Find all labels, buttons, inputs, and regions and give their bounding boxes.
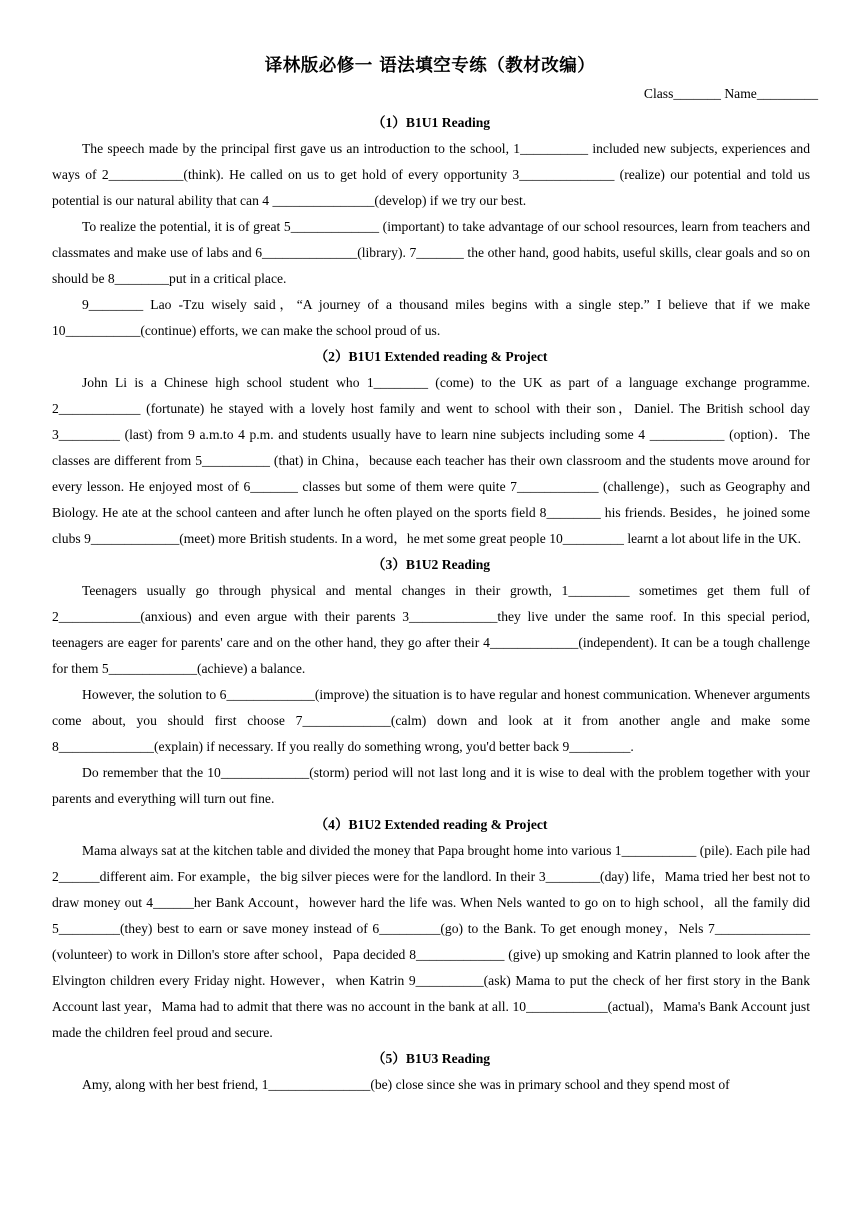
worksheet-content [52, 110, 810, 1098]
section-3-paragraph-2: However, the solution to 6_____________(improve) the situation is to have regular and honest communication. Whenever arguments come about, you should first choose 7_____________(calm) down and look at it from another angle and make some 8______________(explain) if necessary. If you really do something wrong, you'd better back 9_________. [52, 687, 810, 754]
section-heading-3: （3）B1U2 Reading [371, 557, 491, 572]
section-1-paragraph-1: The speech made by the principal first gave us an introduction to the school, 1__________ included new subjects, experiences and ways of 2___________(think). He called on us to get hold of every opportunity 3______________ (realize) our potential and told us potential is our natural ability that can 4 _______________(develop) if we try our best. [52, 141, 810, 208]
section-heading-2: （2）B1U1 Extended reading & Project [314, 349, 548, 364]
page-title: 译林版必修一 语法填空专练（教材改编） [264, 56, 596, 76]
section-heading-4: （4）B1U2 Extended reading & Project [314, 817, 548, 832]
section-1-paragraph-2: To realize the potential, it is of great 5_____________ (important) to take advantage of our school resources, learn from teachers and classmates and make use of labs and 6______________(library). 7_______ the other hand, good habits, useful skills, clear goals and so on should be 8________put in a critical place. [52, 219, 810, 286]
section-2-paragraph-1: John Li is a Chinese high school student who 1________ (come) to the UK as part of a language exchange programme. 2____________ (fortunate) he stayed with a lovely host family and went to school with their son，Daniel. The British school day 3_________ (last) from 9 a.m.to 4 p.m. and students usually have to learn nine subjects including some 4 ___________ (option)．The classes are different from 5__________ (that) in China，because each teacher has their own classroom and the students move around for every lesson. He enjoyed most of 6_______ classes but some of them were quite 7____________ (challenge)，such as Geography and Biology. He ate at the school canteen and after lunch he often played on the sports field 8________ his friends. Besides，he joined some clubs 9_____________(meet) more British students. In a word，he met some great people 10_________ learnt a lot about life in the UK. [52, 375, 810, 546]
class-name-line: Class_______ Name_________ [643, 86, 818, 101]
section-heading-1: （1）B1U1 Reading [371, 115, 491, 130]
section-heading-5: （5）B1U3 Reading [371, 1051, 491, 1066]
section-3-paragraph-1: Teenagers usually go through physical and mental changes in their growth, 1_________ sometimes get them full of 2____________(anxious) and even argue with their parents 3_____________they live under the same roof. In this special period, teenagers are eager for parents' care and on the other hand, they go after their 4_____________(independent). It can be a tough challenge for them 5_____________(achieve) a balance. [52, 583, 810, 676]
section-4-paragraph-1: Mama always sat at the kitchen table and divided the money that Papa brought home into various 1___________ (pile). Each pile had 2______different aim. For example，the big silver pieces were for the landlord. In their 3________(day) life，Mama tried her best not to draw money out 4______her Bank Account，however hard the life was. When Nels wanted to go on to high school，all the family did 5_________(they) best to earn or save money instead of 6_________(go) to the Bank. To get enough money，Nels 7______________ (volunteer) to work in Dillon's store after school，Papa decided 8_____________ (give) up smoking and Katrin planned to look after the Elvington children every Friday night. However，when Katrin 9__________(ask) Mama to put the check of her first story in the Bank Account last year，Mama had to admit that there was no account in the bank at all. 10____________(actual)，Mama's Bank Account just made the children feel proud and secure. [52, 843, 810, 1040]
section-3-paragraph-3: Do remember that the 10_____________(storm) period will not last long and it is wise to deal with the problem together with your parents and everything will turn out fine. [52, 765, 810, 806]
section-5-paragraph-1: Amy, along with her best friend, 1_______________(be) close since she was in primary school and they spend most of [82, 1077, 730, 1092]
section-1-paragraph-3: 9________ Lao -Tzu wisely said，“A journey of a thousand miles begins with a single step.” I believe that if we make 10___________(continue) efforts, we can make the school proud of us. [52, 297, 810, 338]
